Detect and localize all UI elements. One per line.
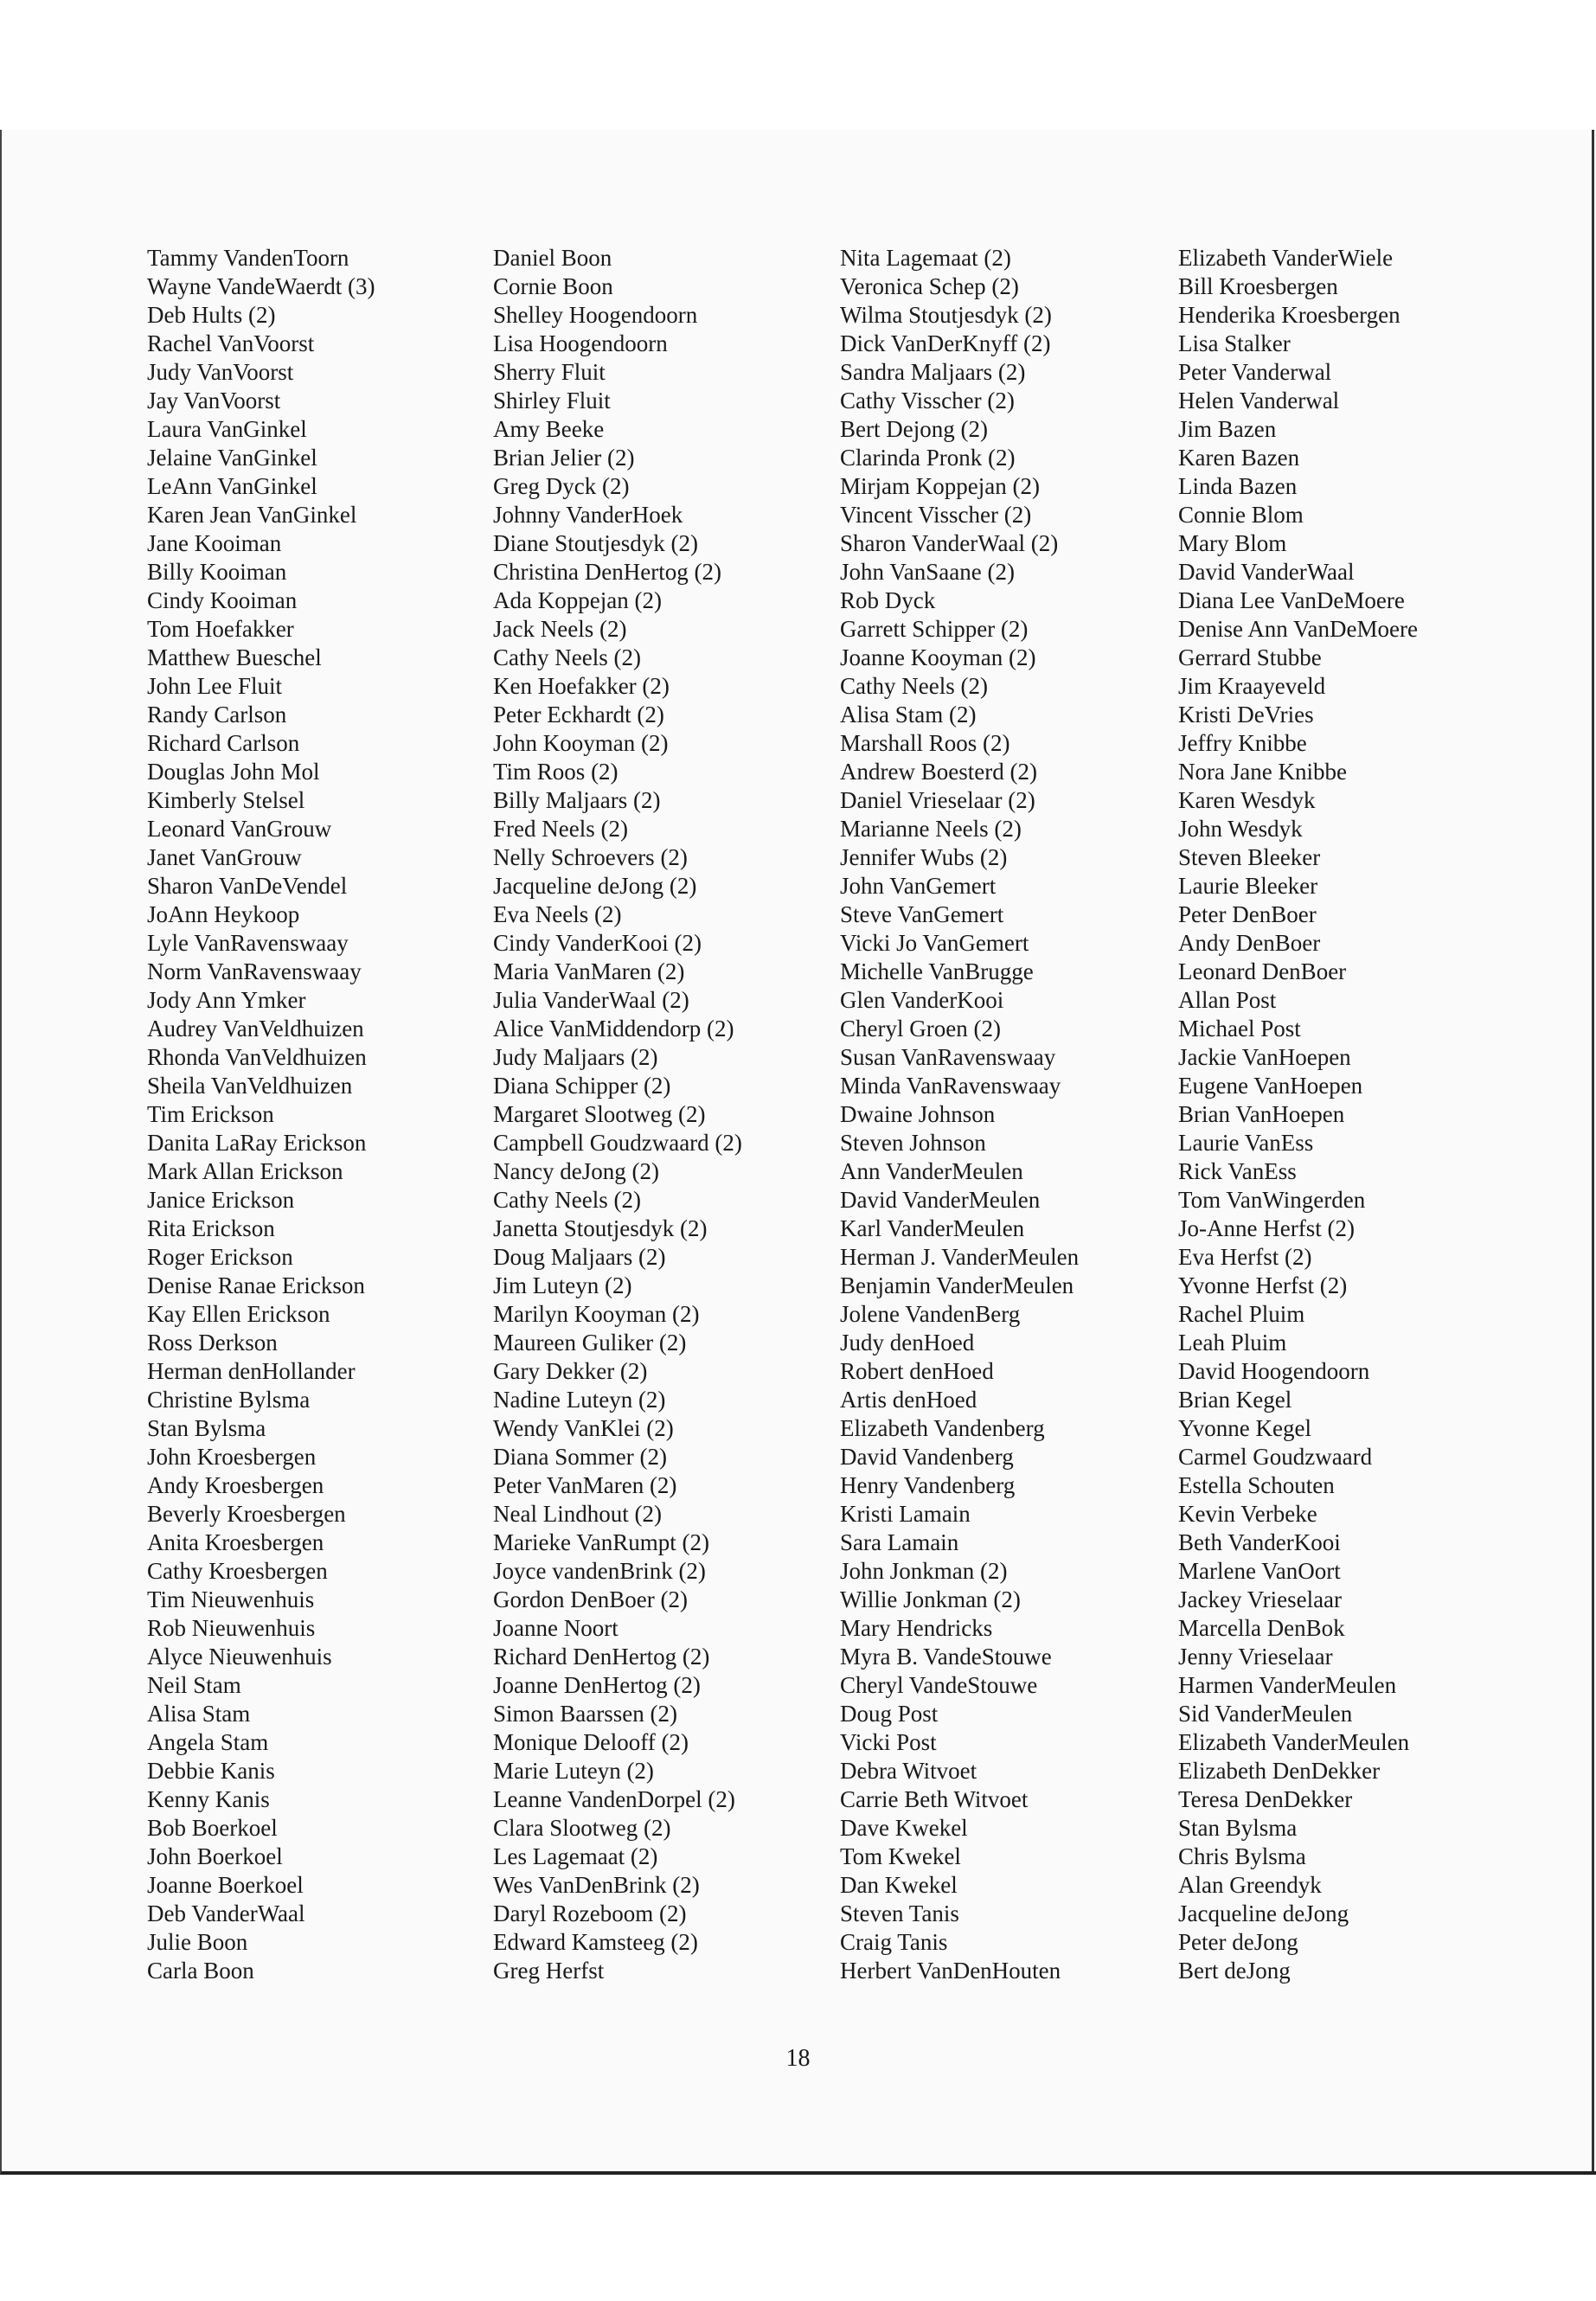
name-entry: Vincent Visscher (2) — [840, 502, 1032, 528]
name-entry: David Vandenberg — [840, 1444, 1014, 1470]
name-entry: Marianne Neels (2) — [840, 816, 1022, 842]
name-entry: Kristi Lamain — [840, 1501, 971, 1527]
name-entry: Laurie Bleeker — [1178, 873, 1318, 899]
name-entry: Karen Bazen — [1178, 445, 1300, 471]
name-entry: Doug Maljaars (2) — [493, 1244, 666, 1270]
name-entry: Beverly Kroesbergen — [147, 1501, 346, 1527]
name-entry: Christina DenHertog (2) — [493, 559, 721, 585]
name-entry: Roger Erickson — [147, 1244, 293, 1270]
name-entry: Jack Neels (2) — [493, 616, 627, 642]
name-entry: Jay VanVoorst — [147, 388, 281, 413]
name-entry: Greg Dyck (2) — [493, 473, 630, 499]
name-entry: Cornie Boon — [493, 273, 613, 299]
name-entry: Lyle VanRavenswaay — [147, 930, 349, 956]
name-entry: Bob Boerkoel — [147, 1815, 278, 1841]
name-entry: Steven Tanis — [840, 1900, 959, 1926]
page-edge — [1592, 130, 1594, 2171]
name-entry: Artis denHoed — [840, 1387, 977, 1413]
name-entry: Benjamin VanderMeulen — [840, 1272, 1074, 1298]
name-entry: Elizabeth Vandenberg — [840, 1415, 1045, 1441]
name-entry: Rick VanEss — [1178, 1158, 1297, 1184]
name-entry: John VanSaane (2) — [840, 559, 1015, 585]
name-entry: Marshall Roos (2) — [840, 730, 1010, 756]
name-entry: John Kroesbergen — [147, 1444, 317, 1470]
name-entry: Leonard DenBoer — [1178, 958, 1347, 984]
name-entry: Elizabeth VanderWiele — [1178, 245, 1394, 271]
name-entry: Peter VanMaren (2) — [493, 1472, 677, 1498]
name-entry: Robert denHoed — [840, 1358, 994, 1384]
name-entry: Shelley Hoogendoorn — [493, 302, 698, 328]
name-entry: Dick VanDerKnyff (2) — [840, 330, 1051, 356]
name-entry: Helen Vanderwal — [1178, 388, 1340, 413]
name-entry: Randy Carlson — [147, 702, 287, 727]
name-entry: Rita Erickson — [147, 1215, 275, 1241]
name-entry: Daniel Vrieselaar (2) — [840, 787, 1035, 813]
name-entry: Dwaine Johnson — [840, 1101, 996, 1127]
name-entry: David Hoogendoorn — [1178, 1358, 1370, 1384]
name-entry: John Kooyman (2) — [493, 730, 669, 756]
name-entry: Sheila VanVeldhuizen — [147, 1073, 353, 1099]
name-entry: Herman denHollander — [147, 1358, 356, 1384]
name-entry: Neil Stam — [147, 1672, 241, 1698]
name-entry: Andrew Boesterd (2) — [840, 759, 1037, 785]
name-entry: Tim Roos (2) — [493, 759, 619, 785]
name-entry: Marlene VanOort — [1178, 1558, 1341, 1584]
name-entry: Billy Maljaars (2) — [493, 787, 661, 813]
name-entry: Leanne VandenDorpel (2) — [493, 1786, 735, 1812]
name-entry: Laurie VanEss — [1178, 1130, 1314, 1156]
name-entry: Doug Post — [840, 1701, 939, 1727]
name-entry: Diana Sommer (2) — [493, 1444, 667, 1470]
name-entry: Karen Jean VanGinkel — [147, 502, 357, 528]
name-entry: Jody Ann Ymker — [147, 987, 306, 1013]
name-entry: Jackey Vrieselaar — [1178, 1586, 1343, 1612]
name-entry: Sherry Fluit — [493, 359, 606, 385]
name-entry: Leah Pluim — [1178, 1330, 1287, 1356]
name-entry: Laura VanGinkel — [147, 416, 307, 442]
name-entry: Gordon DenBoer (2) — [493, 1586, 688, 1612]
name-entry: Estella Schouten — [1178, 1472, 1335, 1498]
name-entry: Clara Slootweg (2) — [493, 1815, 671, 1841]
name-entry: Alisa Stam — [147, 1701, 251, 1727]
name-entry: Jacqueline deJong — [1178, 1900, 1349, 1926]
name-entry: Henderika Kroesbergen — [1178, 302, 1401, 328]
name-entry: Alyce Nieuwenhuis — [147, 1644, 332, 1670]
name-entry: Karl VanderMeulen — [840, 1215, 1025, 1241]
name-entry: Rachel Pluim — [1178, 1301, 1305, 1327]
name-entry: Joanne Boerkoel — [147, 1872, 304, 1898]
name-entry: Marie Luteyn (2) — [493, 1758, 654, 1784]
name-entry: Cathy Neels (2) — [493, 644, 641, 670]
name-entry: Peter DenBoer — [1178, 901, 1317, 927]
name-entry: Brian Kegel — [1178, 1387, 1292, 1413]
name-entry: John VanGemert — [840, 873, 997, 899]
name-entry: Yvonne Herfst (2) — [1178, 1272, 1348, 1298]
name-entry: Eva Herfst (2) — [1178, 1244, 1312, 1270]
name-entry: Anita Kroesbergen — [147, 1529, 324, 1555]
name-entry: Joanne Kooyman (2) — [840, 644, 1036, 670]
name-entry: Susan VanRavenswaay — [840, 1044, 1056, 1070]
name-entry: Cheryl Groen (2) — [840, 1016, 1001, 1042]
name-entry: Vicki Post — [840, 1729, 937, 1755]
name-column-4 — [1178, 244, 1418, 1985]
name-entry: Gary Dekker (2) — [493, 1358, 648, 1384]
name-entry: Jackie VanHoepen — [1178, 1044, 1351, 1070]
name-entry: Diane Stoutjesdyk (2) — [493, 530, 698, 556]
name-entry: Mirjam Koppejan (2) — [840, 473, 1040, 499]
name-entry: Wes VanDenBrink (2) — [493, 1872, 700, 1898]
name-entry: Elizabeth VanderMeulen — [1178, 1729, 1410, 1755]
name-entry: Alisa Stam (2) — [840, 702, 977, 727]
name-entry: Alan Greendyk — [1178, 1872, 1322, 1898]
name-entry: Tom VanWingerden — [1178, 1187, 1366, 1213]
name-entry: Willie Jonkman (2) — [840, 1586, 1021, 1612]
name-entry: Angela Stam — [147, 1729, 269, 1755]
name-entry: Jenny Vrieselaar — [1178, 1644, 1333, 1670]
name-entry: Steven Johnson — [840, 1130, 986, 1156]
name-entry: Nancy deJong (2) — [493, 1158, 659, 1184]
name-column-1 — [147, 244, 375, 1985]
name-entry: Cathy Visscher (2) — [840, 388, 1015, 413]
name-entry: Cheryl VandeStouwe — [840, 1672, 1038, 1698]
name-entry: Ann VanderMeulen — [840, 1158, 1023, 1184]
name-entry: LeAnn VanGinkel — [147, 473, 317, 499]
name-entry: Sara Lamain — [840, 1529, 959, 1555]
name-entry: Maria VanMaren (2) — [493, 958, 685, 984]
name-entry: Shirley Fluit — [493, 388, 611, 413]
name-entry: Richard Carlson — [147, 730, 300, 756]
name-entry: Sharon VanderWaal (2) — [840, 530, 1059, 556]
name-entry: Henry Vandenberg — [840, 1472, 1016, 1498]
name-entry: Mary Blom — [1178, 530, 1287, 556]
name-entry: Daniel Boon — [493, 245, 612, 271]
name-entry: Amy Beeke — [493, 416, 605, 442]
name-entry: Jennifer Wubs (2) — [840, 844, 1008, 870]
name-entry: Glen VanderKooi — [840, 987, 1004, 1013]
name-column-2 — [493, 244, 742, 1985]
name-entry: Carla Boon — [147, 1958, 254, 1984]
name-entry: Margaret Slootweg (2) — [493, 1101, 706, 1127]
name-entry: Sharon VanDeVendel — [147, 873, 348, 899]
name-entry: Myra B. VandeStouwe — [840, 1644, 1052, 1670]
name-entry: Elizabeth DenDekker — [1178, 1758, 1381, 1784]
name-entry: Clarinda Pronk (2) — [840, 445, 1016, 471]
name-entry: Jim Kraayeveld — [1178, 673, 1326, 699]
name-entry: Jim Luteyn (2) — [493, 1272, 632, 1298]
name-entry: Rob Dyck — [840, 587, 936, 613]
name-entry: Jane Kooiman — [147, 530, 282, 556]
name-entry: Vicki Jo VanGemert — [840, 930, 1029, 956]
name-entry: Julia VanderWaal (2) — [493, 987, 689, 1013]
name-entry: Herman J. VanderMeulen — [840, 1244, 1080, 1270]
name-entry: Deb VanderWaal — [147, 1900, 305, 1926]
name-entry: Jim Bazen — [1178, 416, 1277, 442]
name-entry: Stan Bylsma — [1178, 1815, 1298, 1841]
name-entry: Cathy Neels (2) — [840, 673, 988, 699]
name-entry: Joyce vandenBrink (2) — [493, 1558, 706, 1584]
name-entry: Marilyn Kooyman (2) — [493, 1301, 700, 1327]
name-entry: Minda VanRavenswaay — [840, 1073, 1061, 1099]
name-entry: Julie Boon — [147, 1929, 248, 1955]
name-entry: Kay Ellen Erickson — [147, 1301, 330, 1327]
name-entry: John Boerkoel — [147, 1843, 283, 1869]
name-entry: Eugene VanHoepen — [1178, 1073, 1363, 1099]
name-column-3 — [840, 244, 1079, 1985]
name-entry: John Wesdyk — [1178, 816, 1303, 842]
name-entry: Cindy VanderKooi (2) — [493, 930, 702, 956]
name-entry: Lisa Stalker — [1178, 330, 1291, 356]
name-entry: Kevin Verbeke — [1178, 1501, 1317, 1527]
name-entry: Janet VanGrouw — [147, 844, 302, 870]
name-entry: Campbell Goudzwaard (2) — [493, 1130, 742, 1156]
name-entry: Tim Erickson — [147, 1101, 274, 1127]
name-entry: Karen Wesdyk — [1178, 787, 1316, 813]
name-entry: Simon Baarssen (2) — [493, 1701, 677, 1727]
name-entry: Michelle VanBrugge — [840, 958, 1034, 984]
name-entry: Jeffry Knibbe — [1178, 730, 1307, 756]
name-entry: Janice Erickson — [147, 1187, 295, 1213]
name-entry: Chris Bylsma — [1178, 1843, 1306, 1869]
name-entry: Ross Derkson — [147, 1330, 278, 1356]
name-entry: Kimberly Stelsel — [147, 787, 305, 813]
name-entry: Mary Hendricks — [840, 1615, 993, 1641]
name-entry: Craig Tanis — [840, 1929, 948, 1955]
name-entry: Denise Ranae Erickson — [147, 1272, 365, 1298]
name-entry: David VanderMeulen — [840, 1187, 1041, 1213]
name-entry: Veronica Schep (2) — [840, 273, 1019, 299]
name-entry: Nadine Luteyn (2) — [493, 1387, 666, 1413]
name-entry: Tim Nieuwenhuis — [147, 1586, 315, 1612]
name-entry: Johnny VanderHoek — [493, 502, 683, 528]
name-entry: Diana Schipper (2) — [493, 1073, 671, 1099]
name-entry: Peter Eckhardt (2) — [493, 702, 664, 727]
name-entry: Alice VanMiddendorp (2) — [493, 1016, 734, 1042]
name-entry: Greg Herfst — [493, 1958, 605, 1984]
name-entry: Herbert VanDenHouten — [840, 1958, 1061, 1984]
name-entry: Brian VanHoepen — [1178, 1101, 1345, 1127]
name-entry: Sandra Maljaars (2) — [840, 359, 1026, 385]
name-entry: Judy VanVoorst — [147, 359, 294, 385]
name-entry: Nita Lagemaat (2) — [840, 245, 1011, 271]
name-entry: Monique Delooff (2) — [493, 1729, 689, 1755]
name-entry: Sid VanderMeulen — [1178, 1701, 1353, 1727]
name-entry: Daryl Rozeboom (2) — [493, 1900, 687, 1926]
name-entry: Debbie Kanis — [147, 1758, 275, 1784]
name-entry: Rachel VanVoorst — [147, 330, 315, 356]
name-entry: Christine Bylsma — [147, 1387, 311, 1413]
name-entry: Ada Koppejan (2) — [493, 587, 662, 613]
name-entry: Dave Kwekel — [840, 1815, 968, 1841]
name-entry: Marcella DenBok — [1178, 1615, 1345, 1641]
name-entry: Cathy Neels (2) — [493, 1187, 641, 1213]
name-entry: Denise Ann VanDeMoere — [1178, 616, 1418, 642]
name-entry: Edward Kamsteeg (2) — [493, 1929, 698, 1955]
name-entry: Michael Post — [1178, 1016, 1301, 1042]
name-entry: John Jonkman (2) — [840, 1558, 1008, 1584]
name-entry: Connie Blom — [1178, 502, 1304, 528]
name-entry: Dan Kwekel — [840, 1872, 958, 1898]
name-entry: Brian Jelier (2) — [493, 445, 635, 471]
name-entry: Tammy VandenToorn — [147, 245, 349, 271]
name-entry: Beth VanderKooi — [1178, 1529, 1341, 1555]
name-entry: Nora Jane Knibbe — [1178, 759, 1347, 785]
name-entry: Wilma Stoutjesdyk (2) — [840, 302, 1052, 328]
name-entry: Kristi DeVries — [1178, 702, 1314, 727]
name-entry: Lisa Hoogendoorn — [493, 330, 668, 356]
name-entry: John Lee Fluit — [147, 673, 282, 699]
name-entry: Teresa DenDekker — [1178, 1786, 1353, 1812]
name-entry: Bert Dejong (2) — [840, 416, 988, 442]
name-entry: Carrie Beth Witvoet — [840, 1786, 1029, 1812]
name-entry: Debra Witvoet — [840, 1758, 977, 1784]
name-entry: Cindy Kooiman — [147, 587, 298, 613]
name-entry: Marieke VanRumpt (2) — [493, 1529, 709, 1555]
name-entry: Billy Kooiman — [147, 559, 287, 585]
name-entry: Norm VanRavenswaay — [147, 958, 362, 984]
name-entry: Andy DenBoer — [1178, 930, 1321, 956]
name-entry: Tom Kwekel — [840, 1843, 961, 1869]
name-entry: Ken Hoefakker (2) — [493, 673, 670, 699]
name-entry: Tom Hoefakker — [147, 616, 294, 642]
name-entry: Rhonda VanVeldhuizen — [147, 1044, 367, 1070]
name-entry: Neal Lindhout (2) — [493, 1501, 662, 1527]
name-entry: Wayne VandeWaerdt (3) — [147, 273, 375, 299]
name-entry: Harmen VanderMeulen — [1178, 1672, 1397, 1698]
name-entry: Jelaine VanGinkel — [147, 445, 317, 471]
name-entry: Matthew Bueschel — [147, 644, 322, 670]
name-entry: Mark Allan Erickson — [147, 1158, 343, 1184]
name-entry: Judy Maljaars (2) — [493, 1044, 658, 1070]
name-entry: Jacqueline deJong (2) — [493, 873, 697, 899]
name-entry: Peter Vanderwal — [1178, 359, 1332, 385]
name-entry: David VanderWaal — [1178, 559, 1355, 585]
page-number: 18 — [785, 2045, 811, 2072]
name-entry: Allan Post — [1178, 987, 1277, 1013]
name-entry: Joanne DenHertog (2) — [493, 1672, 701, 1698]
name-entry: Bill Kroesbergen — [1178, 273, 1338, 299]
name-entry: Bert deJong — [1178, 1958, 1291, 1984]
name-entry: Danita LaRay Erickson — [147, 1130, 367, 1156]
name-entry: Richard DenHertog (2) — [493, 1644, 710, 1670]
name-entry: Yvonne Kegel — [1178, 1415, 1311, 1441]
name-entry: Audrey VanVeldhuizen — [147, 1016, 364, 1042]
name-entry: Jo-Anne Herfst (2) — [1178, 1215, 1355, 1241]
name-entry: Leonard VanGrouw — [147, 816, 332, 842]
name-entry: Maureen Guliker (2) — [493, 1330, 687, 1356]
name-entry: Steven Bleeker — [1178, 844, 1321, 870]
name-entry: Douglas John Mol — [147, 759, 320, 785]
name-entry: Jolene VandenBerg — [840, 1301, 1021, 1327]
name-entry: Stan Bylsma — [147, 1415, 266, 1441]
name-entry: Garrett Schipper (2) — [840, 616, 1029, 642]
name-entry: Les Lagemaat (2) — [493, 1843, 658, 1869]
name-entry: Andy Kroesbergen — [147, 1472, 324, 1498]
name-entry: Diana Lee VanDeMoere — [1178, 587, 1405, 613]
name-entry: Fred Neels (2) — [493, 816, 628, 842]
name-entry: Nelly Schroevers (2) — [493, 844, 688, 870]
name-entry: Carmel Goudzwaard — [1178, 1444, 1373, 1470]
name-entry: Linda Bazen — [1178, 473, 1298, 499]
name-entry: Rob Nieuwenhuis — [147, 1615, 316, 1641]
name-entry: Wendy VanKlei (2) — [493, 1415, 674, 1441]
name-entry: Eva Neels (2) — [493, 901, 622, 927]
name-entry: Kenny Kanis — [147, 1786, 270, 1812]
name-entry: Cathy Kroesbergen — [147, 1558, 328, 1584]
name-entry: Peter deJong — [1178, 1929, 1298, 1955]
name-entry: Joanne Noort — [493, 1615, 619, 1641]
name-entry: Janetta Stoutjesdyk (2) — [493, 1215, 708, 1241]
name-entry: Judy denHoed — [840, 1330, 975, 1356]
name-entry: Gerrard Stubbe — [1178, 644, 1322, 670]
name-entry: Steve VanGemert — [840, 901, 1004, 927]
name-entry: Deb Hults (2) — [147, 302, 276, 328]
name-entry: JoAnn Heykoop — [147, 901, 300, 927]
